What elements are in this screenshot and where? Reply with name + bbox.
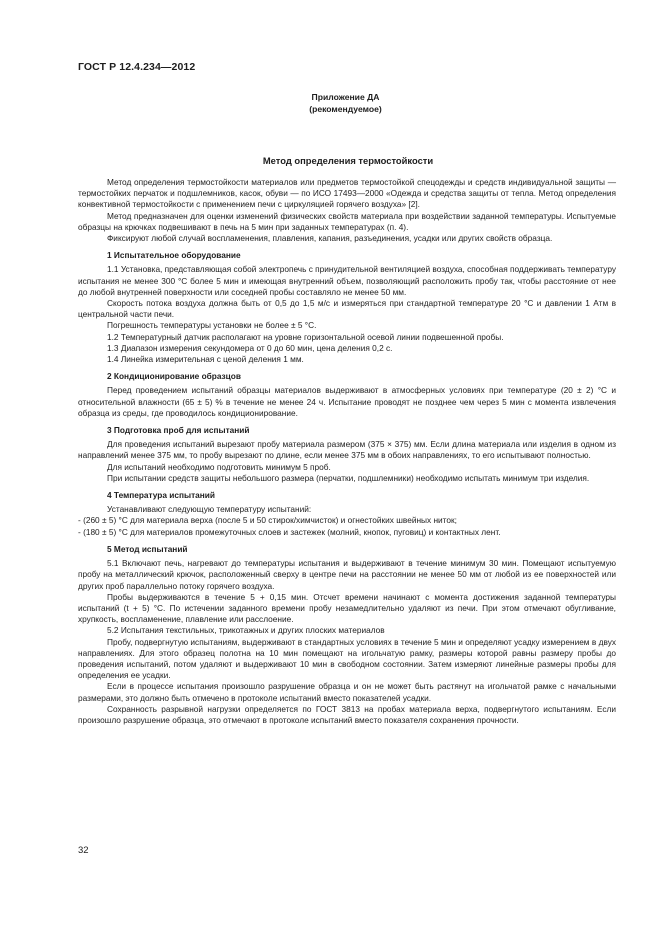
paragraph: Скорость потока воздуха должна быть от 0,5 до 1,5 м/с и измеряться при стандартной температуре 20 °С и давлении 1 Атм в центральной части печи. (78, 298, 616, 320)
section-heading: 5 Метод испытаний (107, 543, 188, 554)
section-heading: 4 Температура испытаний (107, 490, 215, 501)
paragraph: 1.3 Диапазон измерения секундомера от 0 до 60 мин, цена деления 0,2 с. (107, 342, 393, 353)
appendix-subtitle: (рекомендуемое) (309, 103, 382, 114)
paragraph: 1.1 Установка, представляющая собой электропечь с принудительной вентиляцией воздуха, способная поддерживать температуру испытания не менее 300 °С более 5 мин и имеющая внутренний объем, позволяющий расположить пробу так, чтобы расстояние от нее до любой внутренней поверхности или соседней пробы составляло не менее 50 мм. (78, 264, 616, 297)
paragraph: Погрешность температуры установки не более ± 5 °С. (107, 320, 317, 331)
page-number: 32 (78, 845, 89, 856)
list-item: - (260 ± 5) °С для материала верха (после 5 и 50 стирок/химчисток) и огнестойких швейных ниток; (78, 515, 457, 526)
paragraph: 1.2 Температурный датчик располагают на уровне горизонтальной осевой линии подвешенной пробы. (107, 331, 504, 342)
paragraph: Если в процессе испытания произошло разрушение образца и он не может быть растянут на игольчатой рамке с начальными размерами, это должно быть отмечено в протоколе испытаний вместо показателей усадки. (78, 681, 616, 703)
document-title (0, 155, 661, 166)
section-heading: 3 Подготовка проб для испытаний (107, 425, 250, 436)
section-heading: 2 Кондиционирование образцов (107, 371, 241, 382)
paragraph: Фиксируют любой случай воспламенения, плавления, капания, разъединения, усадки или других свойств образца. (107, 233, 553, 244)
paragraph: Пробы выдерживаются в течение 5 + 0,15 мин. Отсчет времени начинают с момента достижения заданной температуры испытаний (t + 5) °С. По истечении заданного времени пробу незамедлительно удаляют из печи. При этом отмечают обугливание, хрупкость, воспламенение, плавление или расслоение. (78, 591, 616, 625)
paragraph: Метод предназначен для оценки изменений физических свойств материала при воздействии заданной температуры. Испытуемые образцы на крючках подвешивают в печь на 5 мин при заданных температурах (п. 4). (78, 210, 616, 232)
paragraph: Сохранность разрывной нагрузки определяется по ГОСТ 3813 на пробах материала верха, подвергнутого испытаниям. Если произошло разрушение образца, это отмечают в протоколе испытаний вместо показателя сохранения прочности. (78, 703, 616, 725)
paragraph: Перед проведением испытаний образцы материалов выдерживают в атмосферных условиях при температуре (20 ± 2) °С и относительной влажности (65 ± 5) % в течение не менее 24 ч. Испытание проводят не позднее чем через 5 мин с момента извлечения образца из среды, где проводилось кондиционирование. (78, 385, 616, 418)
section-heading: 1 Испытательное оборудование (107, 250, 241, 261)
paragraph: Устанавливают следующую температуру испытаний: (107, 504, 312, 515)
paragraph: Метод определения термостойкости материалов или предметов термостойкой спецодежды и средств индивидуальной защиты — термостойких перчаток и подшлемников, касок, обуви — по ИСО 17493—2000 «Одежда и средства защиты от тепла. Метод определения конвективной термостойкости с применением печи с циркуляцией горячего воздуха» [2]. (78, 177, 616, 210)
paragraph: 1.4 Линейка измерительная с ценой деления 1 мм. (107, 354, 304, 365)
paragraph: 5.1 Включают печь, нагревают до температуры испытания и выдерживают в течение минимум 30 мин. Помещают испытуемую пробу на металлический крючок, расположенный сверху в центре печи на расстоянии не менее 50 мм от любой из ее поверхностей или других проб параллельно потоку горячего воздуха. (78, 558, 616, 591)
list-item: - (180 ± 5) °С для материалов промежуточных слоев и застежек (молний, кнопок, пуговиц) и контактных лент. (78, 526, 501, 537)
appendix-heading (0, 92, 661, 115)
document-body (78, 177, 616, 726)
paragraph: Пробу, подвергнутую испытаниям, выдерживают в стандартных условиях в течение 5 мин и определяют усадку измерением в двух направлениях. Для этого образец полотна на 10 мин помещают на игольчатую рамку, размеры которой равны размеру пробы до проведения испытаний, потом удаляют и выдерживают 10 мин в свободном состоянии. Затем измеряют линейные размеры пробы для определения ее усадки. (78, 636, 616, 681)
paragraph: Для испытаний необходимо подготовить минимум 5 проб. (107, 461, 331, 472)
paragraph: 5.2 Испытания текстильных, трикотажных и других плоских материалов (107, 625, 385, 636)
appendix-title: Приложение ДА (311, 92, 380, 102)
document-title-text: Метод определения термостойкости (262, 155, 434, 166)
paragraph: При испытании средств защиты небольшого размера (перчатки, подшлемники) необходимо испытать минимум три изделия. (107, 472, 590, 483)
document-code: ГОСТ Р 12.4.234—2012 (78, 61, 196, 73)
paragraph: Для проведения испытаний вырезают пробу материала размером (375 × 375) мм. Если длина материала или изделия в одном из направлений менее 375 мм, то пробу вырезают по длине, если менее 375 мм в обоих направлениях, то его испытывают полностью. (78, 439, 616, 461)
